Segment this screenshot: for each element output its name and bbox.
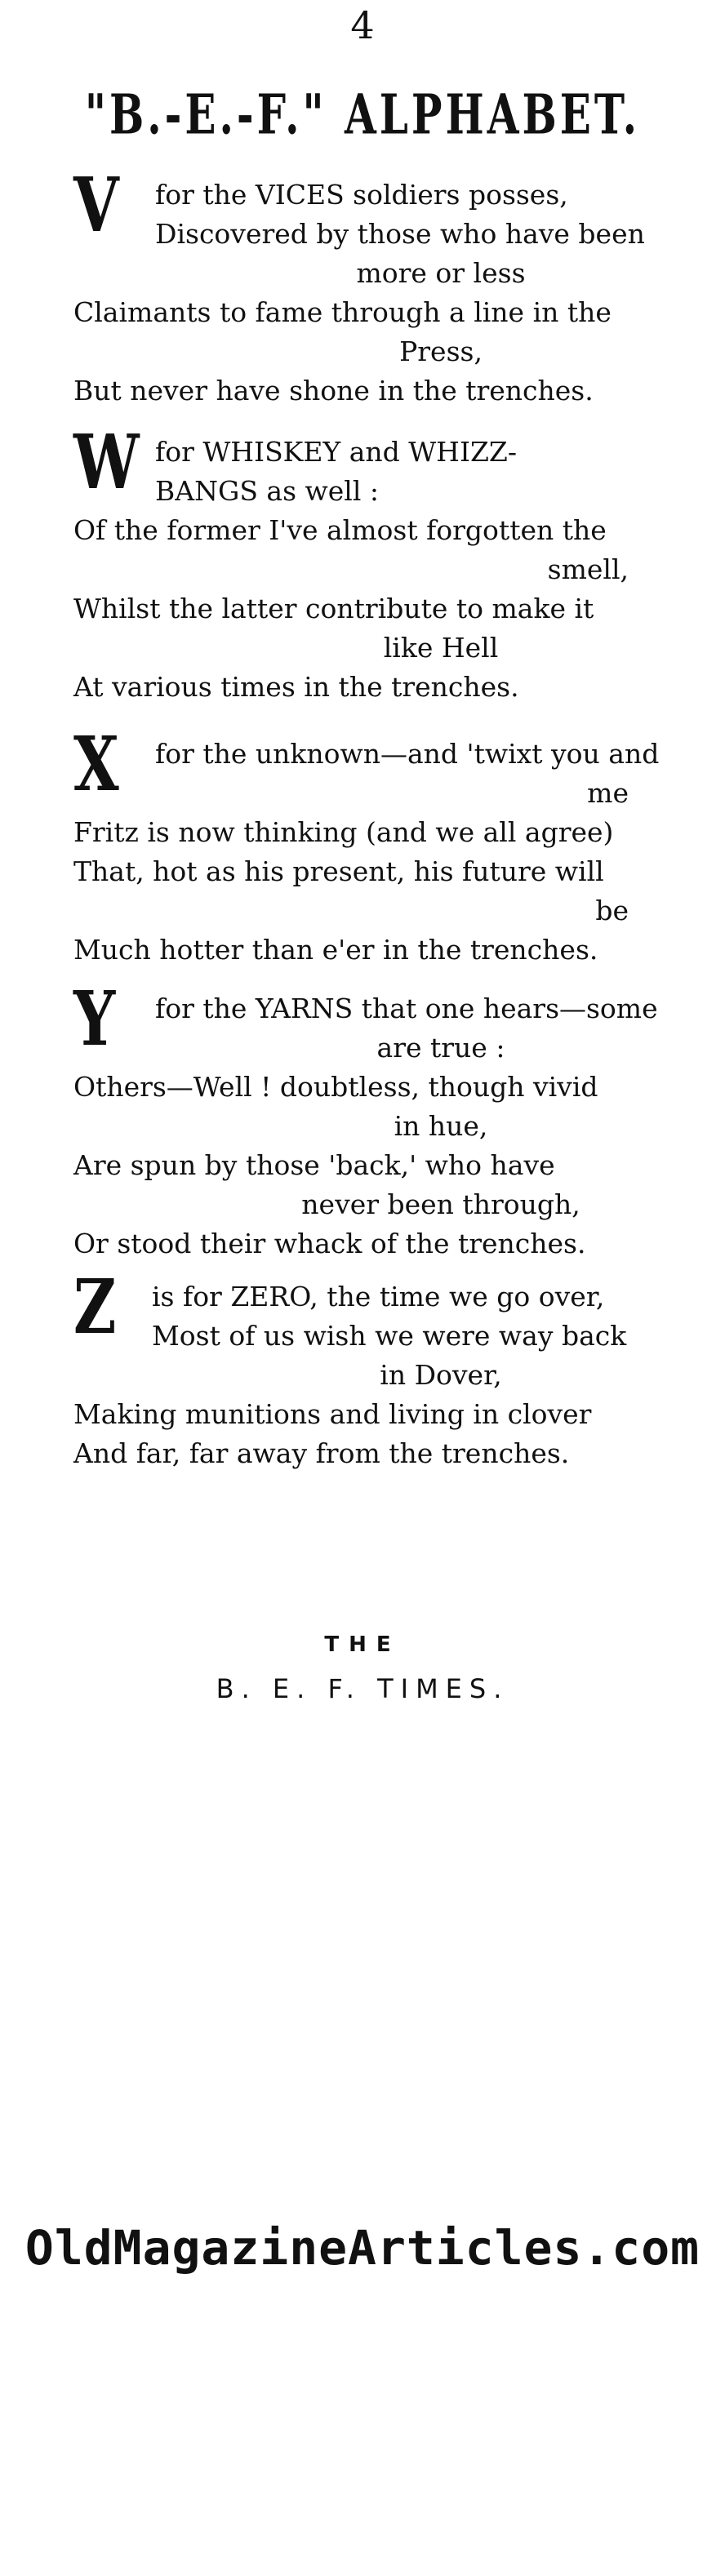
drop-cap-x: X: [73, 720, 119, 808]
stanza-z-body: [73, 1263, 678, 1473]
page-title: "B.-E.-F." ALPHABET.: [84, 82, 641, 147]
verse-line: Whilst the latter contribute to make it: [73, 593, 594, 624]
page-number: 4: [350, 3, 375, 47]
drop-cap-z: Z: [73, 1263, 117, 1351]
stanza-y: [73, 975, 678, 1264]
verse-line: Making munitions and living in clover: [73, 1398, 592, 1430]
verse-line: more or less: [356, 257, 526, 289]
footer-the-label: THE: [324, 1632, 401, 1657]
verse-line: for WHISKEY and WHIZZ-: [155, 436, 517, 468]
verse-line: Discovered by those who have been: [155, 218, 645, 250]
verse-line: Of the former I've almost forgotten the: [73, 514, 607, 546]
verse-line: smell,: [547, 553, 629, 585]
verse-line: Are spun by those 'back,' who have: [73, 1149, 555, 1181]
drop-cap-v: V: [73, 161, 119, 249]
verse-line: be: [595, 895, 629, 926]
site-watermark: OldMagazineArticles.com: [24, 2220, 701, 2276]
verse-line: Fritz is now thinking (and we all agree): [73, 816, 614, 848]
verse-line: That, hot as his present, his future will: [73, 855, 604, 887]
drop-cap-w: W: [73, 418, 140, 506]
verse-line: are true :: [376, 1032, 505, 1064]
drop-cap-y: Y: [73, 975, 116, 1063]
verse-line: for the YARNS that one hears—some: [155, 993, 658, 1024]
verse-line: never been through,: [301, 1188, 580, 1220]
stanza-x: [73, 720, 678, 970]
verse-line: Most of us wish we were way back: [152, 1320, 627, 1352]
verse-line: Claimants to fame through a line in the: [73, 296, 612, 328]
verse-line: is for ZERO, the time we go over,: [152, 1281, 605, 1312]
verse-line: At various times in the trenches.: [73, 671, 519, 703]
verse-line: me: [587, 777, 629, 809]
stanza-v: [73, 161, 678, 411]
verse-line: in Dover,: [380, 1359, 502, 1391]
verse-line: for the VICES soldiers posses,: [155, 179, 568, 211]
verse-line: BANGS as well :: [155, 475, 380, 507]
verse-line: And far, far away from the trenches.: [73, 1437, 570, 1469]
verse-line: Press,: [399, 335, 483, 367]
verse-line: Or stood their whack of the trenches.: [73, 1228, 586, 1259]
footer-publication-name: B. E. F. TIMES.: [216, 1673, 509, 1704]
verse-line: like Hell: [383, 632, 499, 664]
verse-line: in hue,: [394, 1110, 488, 1142]
verse-line: Much hotter than e'er in the trenches.: [73, 934, 598, 966]
verse-line: Others—Well ! doubtless, though vivid: [73, 1071, 598, 1103]
verse-line: But never have shone in the trenches.: [73, 375, 594, 406]
verse-line: for the unknown—and 'twixt you and: [155, 738, 660, 770]
stanza-w: [73, 418, 678, 707]
